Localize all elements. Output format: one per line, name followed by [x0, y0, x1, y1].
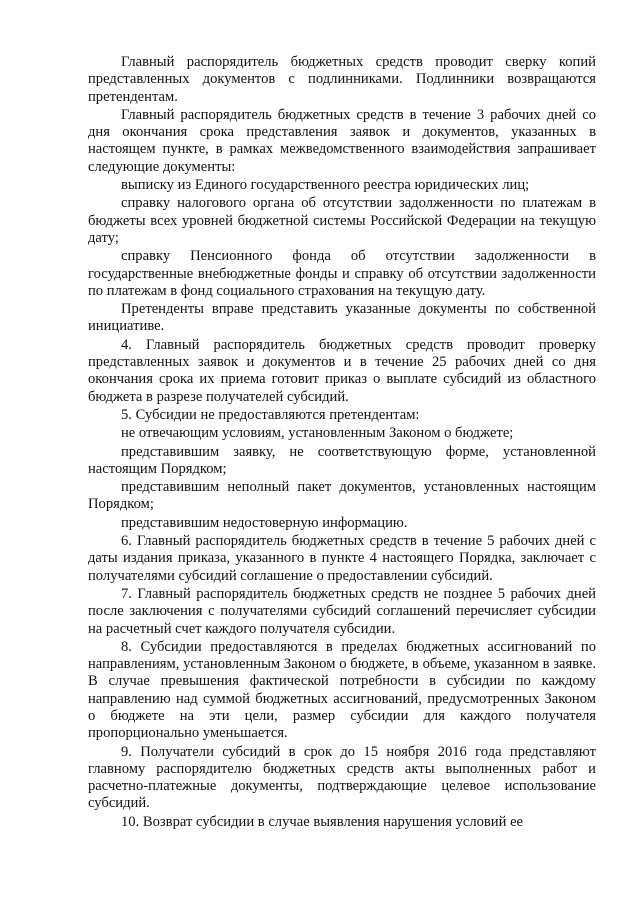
paragraph-tax-certificate: справку налогового органа об отсутствии задолженности по платежам в бюджеты всех уровней бюджетной системы Российской Федерации на текущую дату; [88, 195, 596, 246]
paragraph-pension-certificate: справку Пенсионного фонда об отсутствии задолженности в государственные внебюджетные фонды и справку об отсутствии задолженности по платежам в фонд социального страхования на текущую дату. [88, 248, 596, 299]
paragraph-item-6: 6. Главный распорядитель бюджетных средств в течение 5 рабочих дней с даты издания приказа, указанного в пункте 4 настоящего Порядка, заключает с получателями субсидий соглашение о предоставлении субсидий. [88, 533, 596, 584]
paragraph-extract-registry: выписку из Единого государственного реестра юридических лиц; [121, 177, 530, 194]
document-body [88, 54, 596, 831]
paragraph-item-5: 5. Субсидии не предоставляются претендентам: [121, 406, 420, 423]
paragraph-copy-verification: Главный распорядитель бюджетных средств проводит сверку копий представленных документов с подлинниками. Подлинники возвращаются претендентам. [88, 54, 596, 105]
paragraph-item-8: 8. Субсидии предоставляются в пределах бюджетных ассигнований по направлениям, установленным Законом о бюджете, в объеме, указанном в заявке. В случае превышения фактической потребности в субсидии по каждому направлению над суммой бюджетных ассигнований, предусмотренных Законом о бюджете на эти цели, размер субсидии для каждого получателя пропорционально уменьшается. [88, 638, 596, 742]
paragraph-item-4: 4. Главный распорядитель бюджетных средств проводит проверку представленных заявок и документов и в течение 25 рабочих дней со дня окончания срока их приема готовит приказ о выплате субсидий из областного бюджета в разрезе получателей субсидий. [88, 336, 596, 405]
paragraph-false-information: представившим недостоверную информацию. [121, 514, 408, 531]
paragraph-item-10: 10. Возврат субсидии в случае выявления нарушения условий ее [121, 813, 524, 830]
paragraph-incomplete-package: представившим неполный пакет документов, установленных настоящим Порядком; [88, 479, 596, 513]
paragraph-item-7: 7. Главный распорядитель бюджетных средств не позднее 5 рабочих дней после заключения с получателями субсидий соглашений перечисляет субсидии на расчетный счет каждого получателя субсидии. [88, 585, 596, 637]
paragraph-not-meeting-conditions: не отвечающим условиям, установленным Законом о бюджете; [121, 425, 514, 442]
paragraph-own-initiative: Претенденты вправе представить указанные документы по собственной инициативе. [88, 301, 596, 335]
paragraph-wrong-form: представившим заявку, не соответствующую форме, установленной настоящим Порядком; [88, 443, 596, 477]
paragraph-item-9: 9. Получатели субсидий в срок до 15 ноября 2016 года представляют главному распорядителю бюджетных средств акты выполненных работ и расчетно-платежные документы, подтверждающие целевое использование субсидий. [88, 743, 596, 812]
paragraph-interagency-request: Главный распорядитель бюджетных средств в течение 3 рабочих дней со дня окончания срока представления заявок и документов, указанных в настоящем пункте, в рамках межведомственного взаимодействия запрашивает следующие документы: [88, 106, 596, 175]
